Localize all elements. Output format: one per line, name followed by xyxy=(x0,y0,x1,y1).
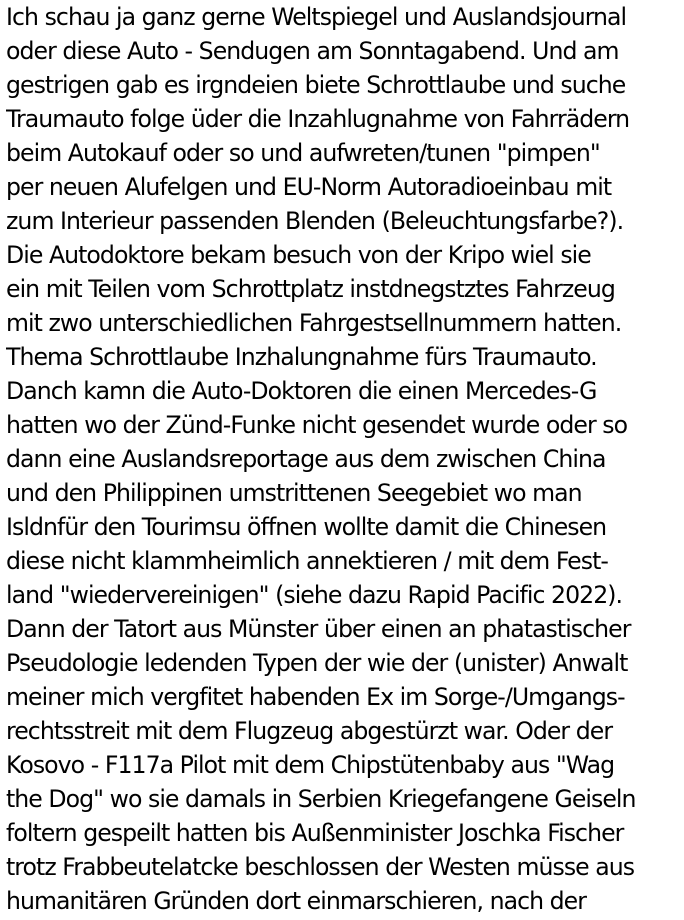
text-line: the Dog" wo sie damals in Serbien Kriegefangene Geiseln xyxy=(6,785,636,813)
text-line: diese nicht klammheimlich annektieren / mit dem Fest- xyxy=(6,547,608,575)
text-line: Isldnfür den Tourimsu öffnen wollte damit die Chinesen xyxy=(6,513,607,541)
text-line: beim Autokauf oder so und aufwreten/tunen "pimpen" xyxy=(6,139,600,167)
text-line: hatten wo der Zünd-Funke nicht gesendet wurde oder so xyxy=(6,411,628,439)
text-line: meiner mich vergfitet habenden Ex im Sorge-/Umgangs- xyxy=(6,683,625,711)
text-line: Kosovo - F117a Pilot mit dem Chipstütenbaby aus "Wag xyxy=(6,751,615,779)
text-line: oder diese Auto - Sendugen am Sonntagabend. Und am xyxy=(6,37,619,65)
text-line: Pseudologie ledenden Typen der wie der (unister) Anwalt xyxy=(6,649,628,677)
text-line: land "wiedervereinigen" (siehe dazu Rapid Pacific 2022). xyxy=(6,581,623,609)
text-line: gestrigen gab es irgndeien biete Schrottlaube und suche xyxy=(6,71,626,99)
text-line: per neuen Alufelgen und EU-Norm Autoradioeinbau mit xyxy=(6,173,612,201)
text-line: Thema Schrottlaube Inzhalungnahme fürs Traumauto. xyxy=(6,343,597,371)
text-line: mit zwo unterschiedlichen Fahrgestsellnummern hatten. xyxy=(6,309,622,337)
text-line: Traumauto folge üder die Inzahlugnahme von Fahrrädern xyxy=(6,105,630,133)
text-line: und den Philippinen umstrittenen Seegebiet wo man xyxy=(6,479,582,507)
text-line: dann eine Auslandsreportage aus dem zwischen China xyxy=(6,445,606,473)
text-line: ein mit Teilen vom Schrottplatz instdnegstztes Fahrzeug xyxy=(6,275,615,303)
text-line: rechtsstreit mit dem Flugzeug abgestürzt war. Oder der xyxy=(6,717,613,745)
text-line: zum Interieur passenden Blenden (Beleuchtungsfarbe?). xyxy=(6,207,624,235)
text-line: Danch kamn die Auto-Doktoren die einen Mercedes-G xyxy=(6,377,597,405)
text-line: Dann der Tatort aus Münster über einen an phatastischer xyxy=(6,615,631,643)
text-line: foltern gespeilt hatten bis Außenminister Joschka Fischer xyxy=(6,819,624,847)
text-line: trotz Frabbeutelatcke beschlossen der Westen müsse aus xyxy=(6,853,635,881)
text-line: humanitären Gründen dort einmarschieren, nach der xyxy=(6,887,586,915)
text-line: Ich schau ja ganz gerne Weltspiegel und Auslandsjournal xyxy=(6,3,627,31)
document-text xyxy=(6,0,684,918)
text-line: Die Autodoktore bekam besuch von der Kripo wiel sie xyxy=(6,241,591,269)
